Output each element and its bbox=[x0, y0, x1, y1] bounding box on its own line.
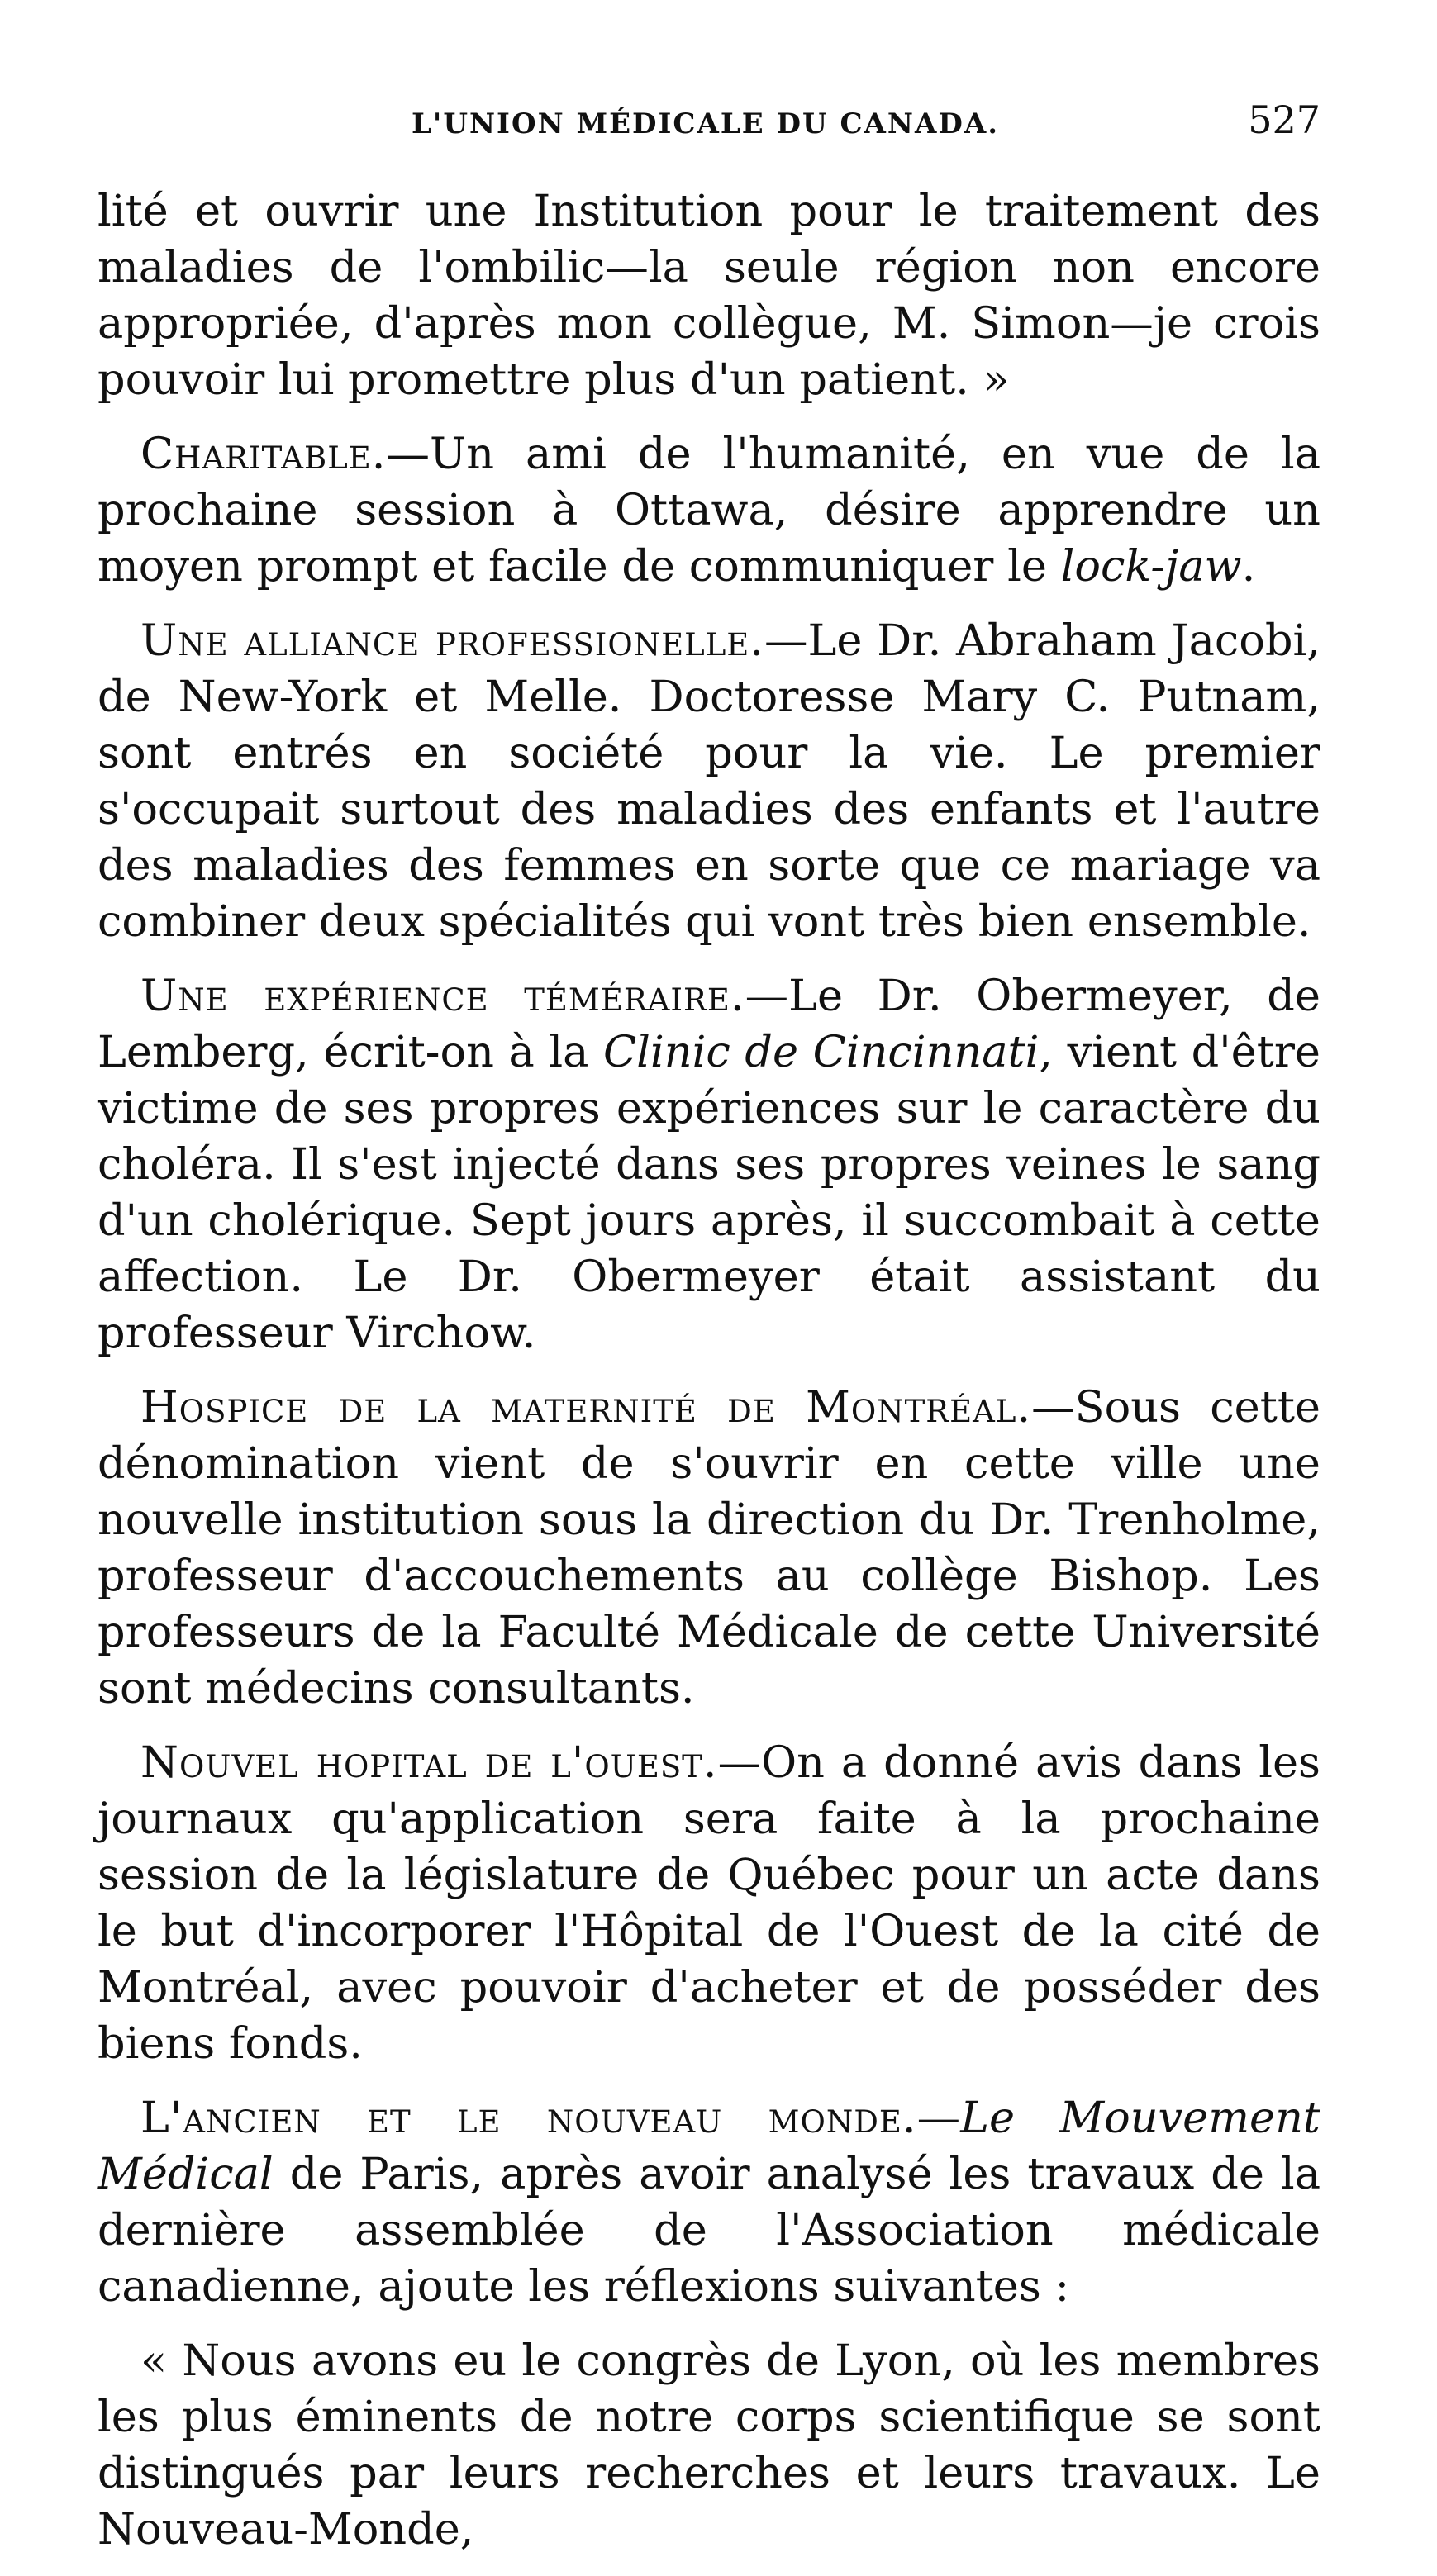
paragraph-alliance bbox=[98, 613, 1320, 950]
section-heading: Nouvel hopital de l'ouest. bbox=[140, 1737, 718, 1788]
paragraph-continuation bbox=[98, 183, 1320, 408]
paragraph-hopital bbox=[98, 1735, 1320, 2072]
paragraph-text: —Le Dr. Obermeyer, de Lemberg, écrit-on à la bbox=[98, 971, 1320, 1077]
running-header bbox=[98, 91, 1320, 165]
paragraph-text: —Le Dr. Abraham Jacobi, de New-York et Melle. Doctoresse Mary C. Putnam, sont entrés en société pour la vie. Le premier s'occupait surtout des maladies des enfants et l'autre des maladies des femmes en sorte que ce mariage va combiner deux spécialités qui vont très bien ensemble. bbox=[98, 615, 1320, 947]
paragraph-charitable bbox=[98, 426, 1320, 595]
paragraph-text: —Sous cette dénomination vient de s'ouvrir en cette ville une nouvelle institution sous la direction du Dr. Trenholme, professeur d'accouchements au collège Bishop. Les professeurs de la Faculté Médicale de cette Université sont médecins consultants. bbox=[98, 1382, 1320, 1713]
paragraph-text: —Un ami de l'humanité, en vue de la prochaine session à Ottawa, désire apprendre un moyen prompt et facile de communiquer le bbox=[98, 429, 1320, 592]
page-number: 527 bbox=[1248, 97, 1320, 142]
paragraph-experience bbox=[98, 968, 1320, 1362]
paragraph-ancien-monde bbox=[98, 2090, 1320, 2315]
paragraph-text-end: . bbox=[1241, 541, 1256, 592]
italic-term: lock-jaw bbox=[1060, 541, 1242, 592]
paragraph-text-end: de Paris, après avoir analysé les travaux de la dernière assemblée de l'Association médicale canadienne, ajoute les réflexions suivantes : bbox=[98, 2149, 1320, 2312]
book-page bbox=[98, 91, 1320, 2576]
paragraph-text-end: , vient d'être victime de ses propres expériences sur le caractère du choléra. Il s'est injecté dans ses propres veines le sang d'un cholérique. Sept jours après, il succombait à cette affection. Le Dr. Obermeyer était assistant du professeur Virchow. bbox=[98, 1027, 1321, 1358]
paragraph-text: —On a donné avis dans les journaux qu'application sera faite à la prochaine session de la législature de Québec pour un acte dans le but d'incorporer l'Hôpital de l'Ouest de la cité de Montréal, avec pouvoir d'acheter et de posséder des biens fonds. bbox=[98, 1737, 1320, 2069]
paragraph-text: « Nous avons eu le congrès de Lyon, où les membres les plus éminents de notre corps scientifique se sont distingués par leurs recherches et leurs travaux. Le Nouveau-Monde, bbox=[98, 2336, 1320, 2555]
running-title: L'UNION MÉDICALE DU CANADA. bbox=[412, 107, 1000, 140]
italic-term: Clinic de Cincinnati bbox=[603, 1027, 1040, 1077]
paragraph-text: — bbox=[916, 2093, 961, 2143]
section-heading: Charitable. bbox=[140, 429, 387, 479]
paragraph-text: lité et ouvrir une Institution pour le traitement des maladies de l'ombilic—la seule région non encore appropriée, d'après mon collègue, M. Simon—je crois pouvoir lui promettre plus d'un patient. » bbox=[98, 186, 1320, 405]
italic-term: Le Mouvement Médical bbox=[98, 2093, 1320, 2199]
section-heading: L'ancien et le nouveau monde. bbox=[140, 2093, 917, 2143]
section-heading: Une alliance professionelle. bbox=[140, 615, 764, 666]
body-text bbox=[98, 183, 1320, 2558]
section-heading: Une expérience téméraire. bbox=[140, 971, 745, 1021]
section-heading: Hospice de la maternité de Montréal. bbox=[140, 1382, 1032, 1433]
paragraph-hospice bbox=[98, 1380, 1320, 1717]
paragraph-quotation bbox=[98, 2333, 1320, 2558]
